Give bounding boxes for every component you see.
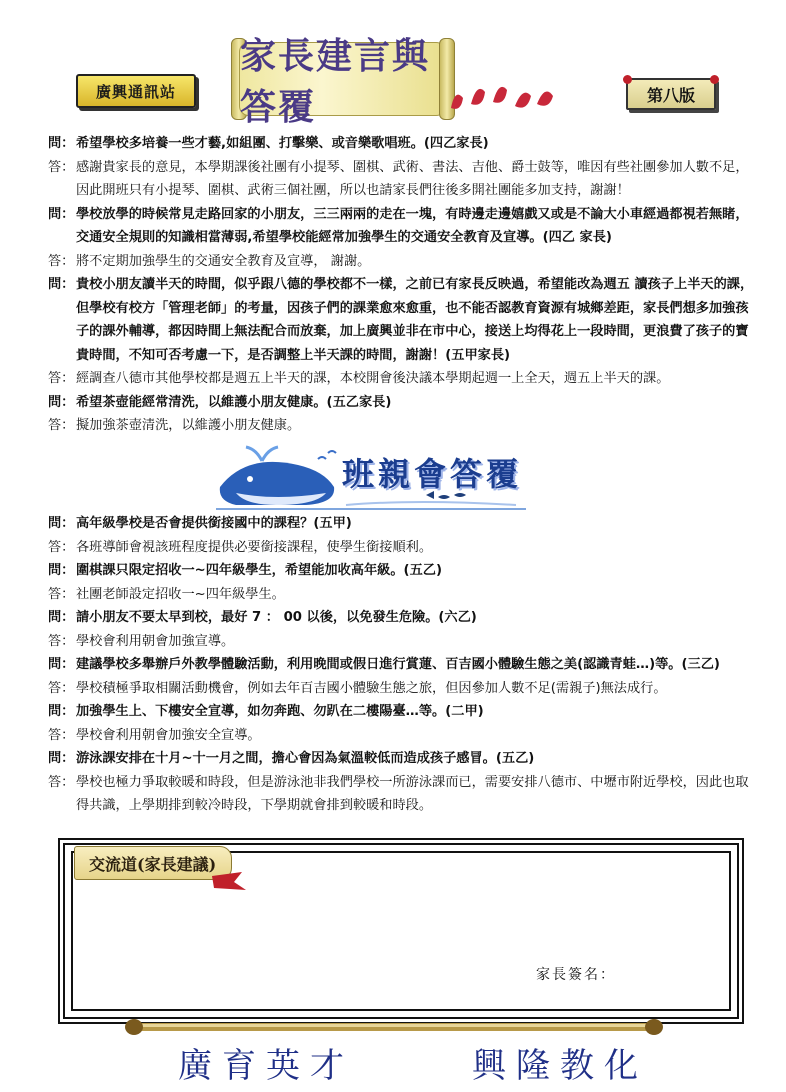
motto-left: 廣育英才 (178, 1046, 354, 1086)
answer: 答： 學校積極爭取相關活動機會，例如去年百吉國小體驗生態之旅，但因參加人數不足(需親子)無法成行。 (48, 680, 667, 696)
question: 問： 高年級學校是否會提供銜接國中的課程？(五甲) (48, 516, 352, 531)
answer: 答： 學校也極力爭取較暖和時段，但是游泳池非我們學校一所游泳課而已，需要安排八德市、中壢市附近學校，因此也取得共識，上學期排到較冷時段，下學期就會排到較暖和時段。 (48, 774, 749, 813)
page-title: 家長建言與答覆 (240, 35, 431, 128)
signature-label: 家長簽名： (536, 967, 616, 983)
question: 問： 學校放學的時候常見走路回家的小朋友，三三兩兩的走在一塊，有時邊走邊嬉戲又或是不論大小車經過都視若無睹，交通安全規則的知識相當薄弱,希望學校能經常加強學生的交通安全教育及宣導。(四乙 家長) (48, 206, 749, 245)
decorative-shapes-icon (441, 68, 559, 118)
answer: 答： 將不定期加強學生的交通安全教育及宣導， 謝謝。 (48, 253, 371, 269)
class-meeting-responses (48, 512, 756, 818)
ribbon-tail-icon (212, 872, 248, 892)
banner-title: 班親會答覆 (342, 455, 523, 493)
title-scroll (231, 35, 557, 128)
question: 問： 請小朋友不要太早到校，最好 7 ： 00 以後，以免發生危險。(六乙) (48, 610, 477, 625)
newsletter-badge: 廣興通訊站 (76, 74, 196, 108)
answer: 答： 擬加強茶壺清洗，以維護小朋友健康。 (48, 418, 301, 433)
parent-suggestions (48, 132, 756, 438)
question: 問： 希望學校多培養一些才藝,如組團、打擊樂、或音樂歌唱班。(四乙家長) (48, 136, 489, 151)
question: 問： 圍棋課只限定招收一~四年級學生，希望能加收高年級。(五乙) (48, 563, 442, 578)
title-banner (239, 35, 446, 128)
section-banner (216, 443, 526, 511)
question: 問： 游泳課安排在十月~十一月之間，擔心會因為氣溫較低而造成孩子感冒。(五乙) (48, 751, 535, 766)
exchange-label: 交流道(家長建議) (74, 846, 232, 880)
footer-motto (178, 1038, 648, 1087)
answer: 答： 學校會利用朝會加強安全宣導。 (48, 727, 261, 743)
answer: 答： 各班導師會視該班程度提供必要銜接課程，使學生銜接順利。 (48, 539, 433, 555)
answer: 答： 學校會利用朝會加強宣導。 (48, 633, 235, 649)
answer: 答： 社團老師設定招收一~四年級學生。 (48, 586, 285, 602)
answer: 答： 經調查八德市其他學校都是週五上半天的課，本校開會後決議本學期起週一上全天，週五上半天的課。 (48, 371, 670, 386)
edition-label: 第八版 (646, 85, 695, 105)
footer-scroll-bar (124, 1018, 664, 1036)
pin-icon (623, 75, 632, 84)
question: 問： 貴校小朋友讀半天的時間，似乎跟八德的學校都不一樣，之前已有家長反映過，希望能改為週五 讀孩子上半天的課，但學校有校方「管理老師」的考量，因孩子們的課業愈來愈重，也不能否認教育資源有城鄉差距，家長們想多加強孩子的課外輔導，都因時間上無法配合而放棄，加上廣興並非在市中心，接送上均得花上一段時間，更浪費了孩子的寶貴時間，不知可否考慮一下，是否調整上半天課的時間，謝謝！(五甲家長) (48, 277, 754, 363)
motto-right: 興隆教化 (472, 1046, 648, 1086)
pin-icon (710, 75, 719, 84)
question: 問： 建議學校多舉辦戶外教學體驗活動，利用晚間或假日進行賞蓮、百吉國小體驗生態之美(認識青蛙…)等。(三乙) (48, 657, 720, 672)
edition-badge (626, 78, 716, 110)
question: 問： 加強學生上、下樓安全宣導，如勿奔跑、勿趴在二樓陽臺…等。(二甲) (48, 704, 484, 719)
answer: 答： 感謝貴家長的意見，本學期課後社團有小提琴、圍棋、武術、書法、吉他、爵士鼓等，唯因有些社團參加人數不足，因此開班只有小提琴、圍棋、武術三個社團，所以也請家長們往後多開社團能多加支持，謝謝！ (48, 159, 749, 198)
question: 問： 希望茶壺能經常清洗，以維護小朋友健康。(五乙家長) (48, 394, 392, 410)
